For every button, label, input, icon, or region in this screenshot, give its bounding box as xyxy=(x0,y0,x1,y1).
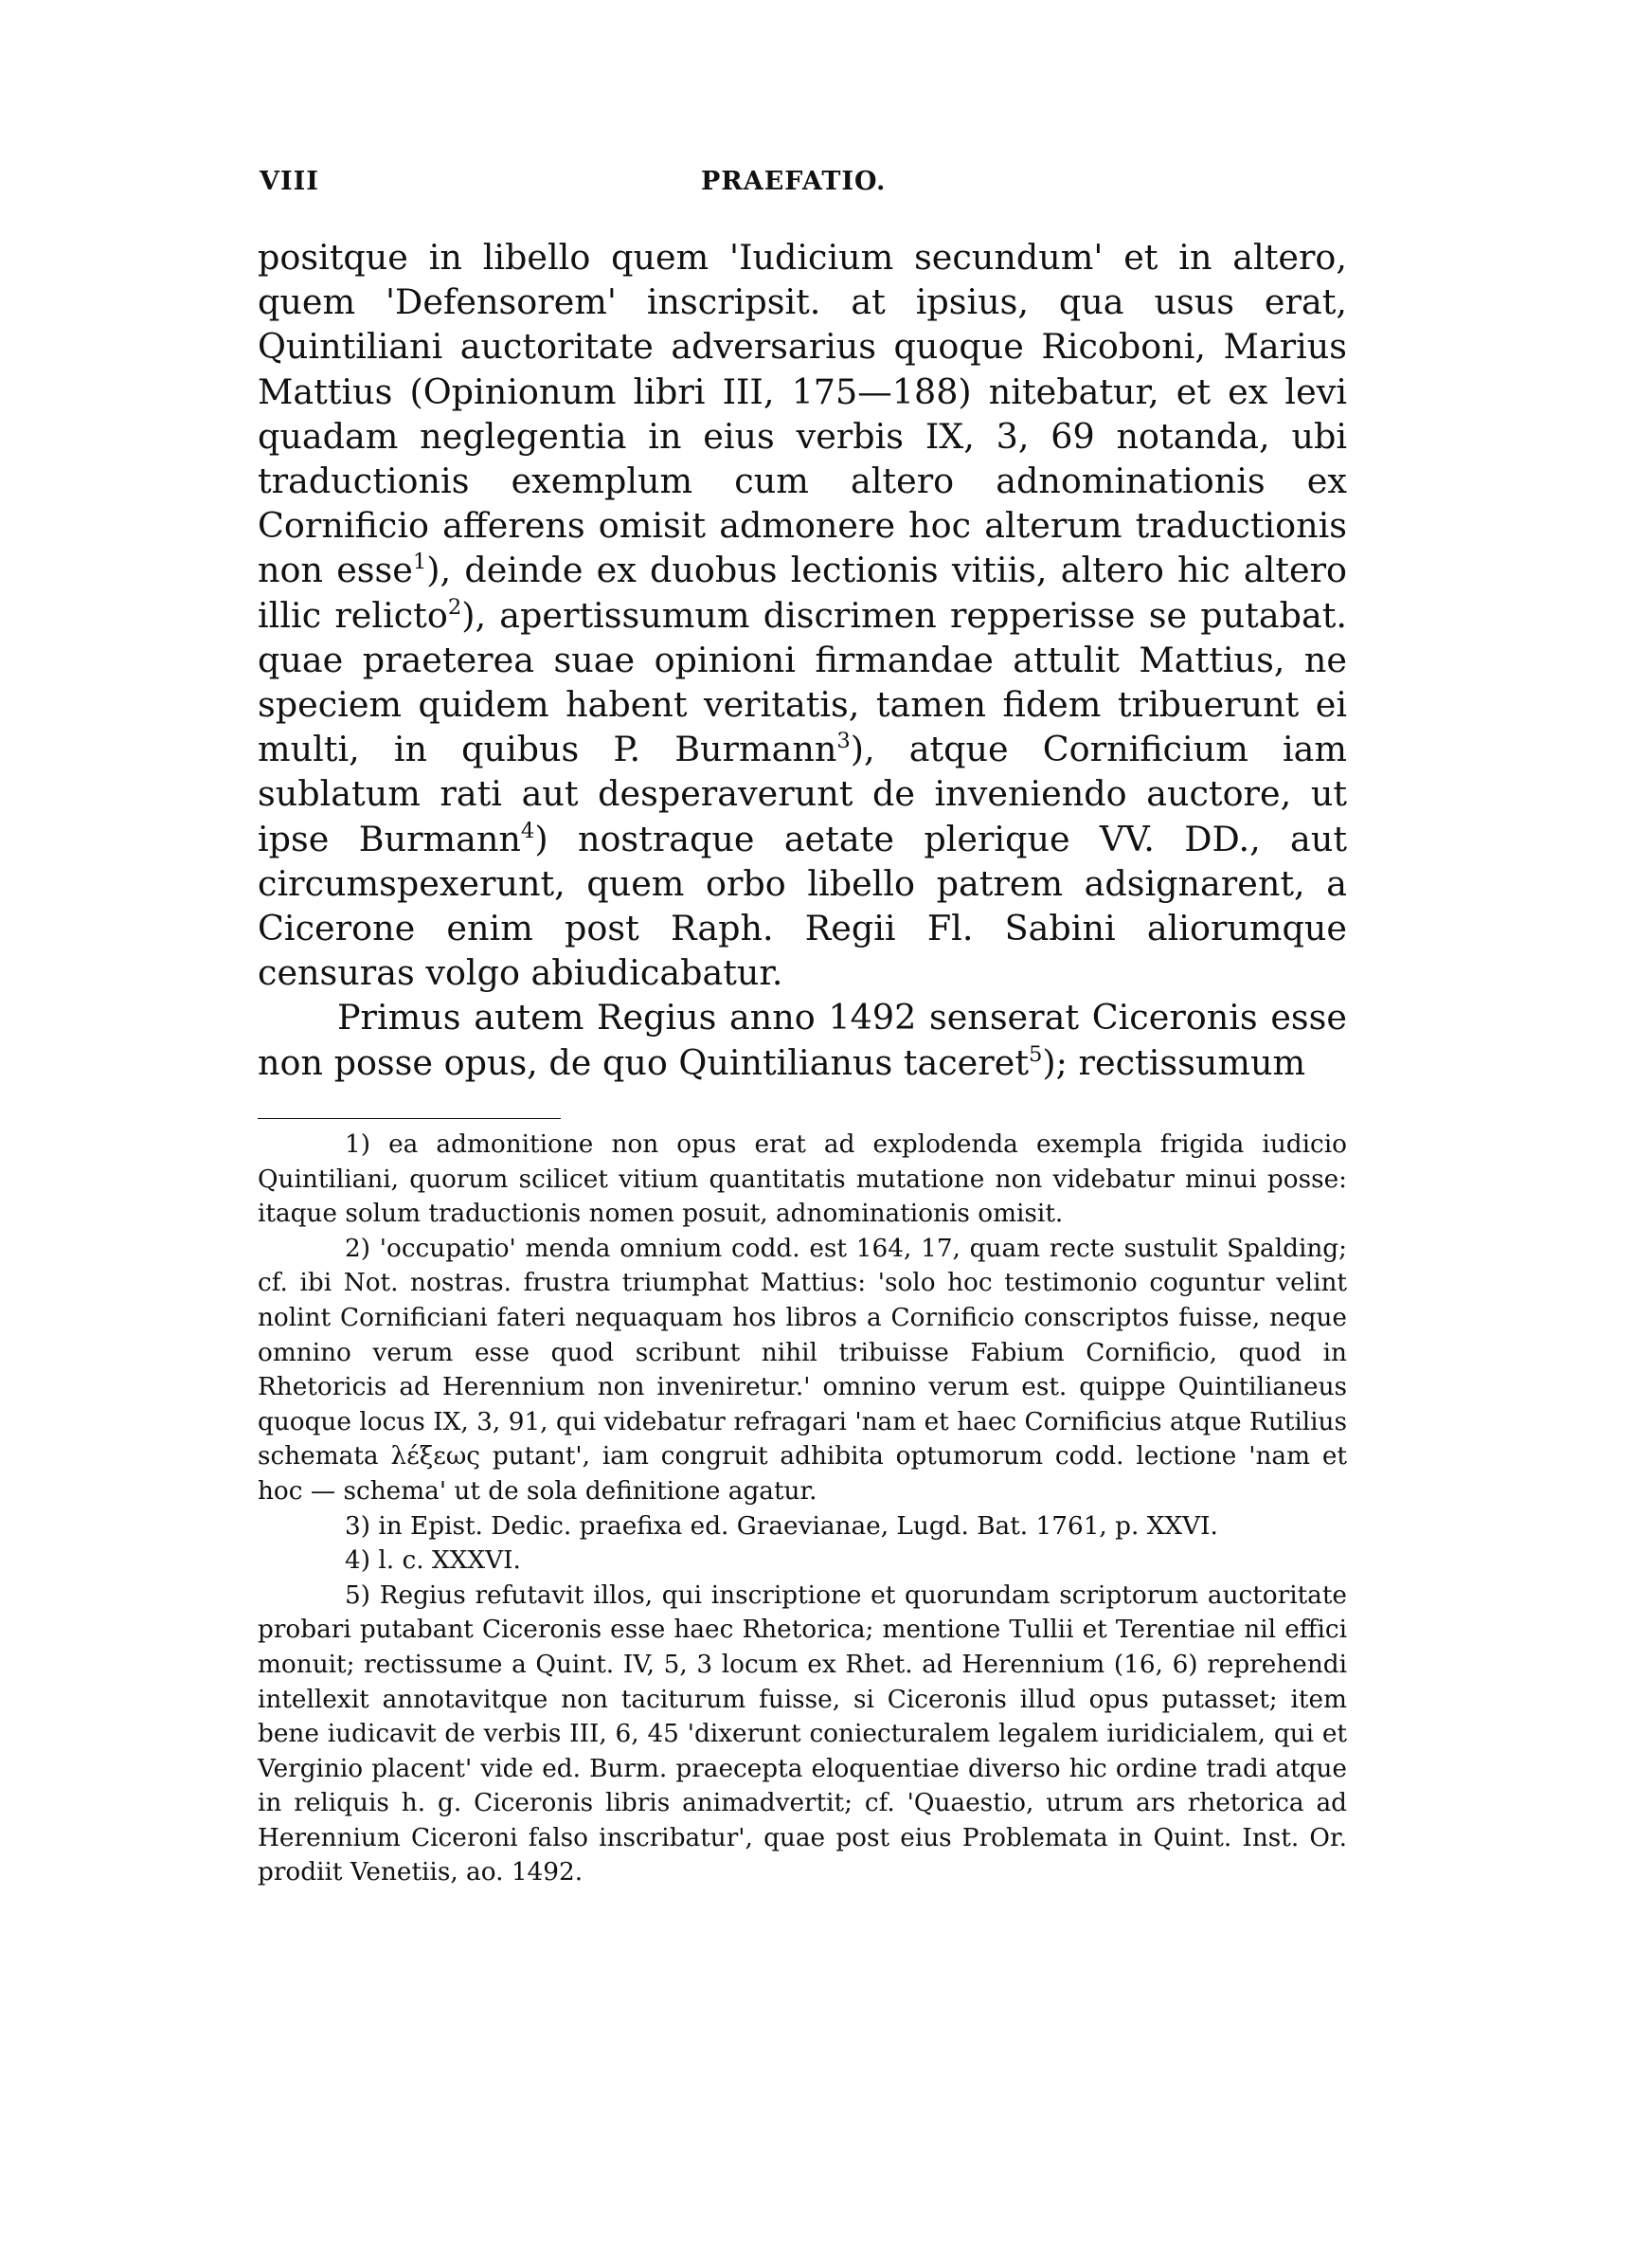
main-text xyxy=(258,235,1347,1085)
footnote-ref-2: 2 xyxy=(447,594,462,620)
p1-text-e: ) nostraque aetate plerique VV. DD., aut circumspexerunt, quem orbo libello patrem adsignarent, a Cicerone enim post Raph. Regii Fl. Sabini aliorumque censuras volgo abiudicabatur. xyxy=(258,818,1347,994)
footnote-1: 1) ea admonitione non opus erat ad explodenda exempla frigida iudicio Quintiliani, quorum scilicet vitium quantitatis mutatione non videbatur minui posse: itaque solum traductionis nomen posuit, adnominationis omisit. xyxy=(258,1130,1347,1229)
footnote-2: 2) 'occupatio' menda omnium codd. est 164, 17, quam recte sustulit Spalding; cf. ibi Not. nostras. frustra triumphat Mattius: 'solo hoc testimonio coguntur velint nolint Cornificiani fateri nequaquam hos libros a Cornificio conscriptos fuisse, neque omnino verum esse quod scribunt nihil tribuisse Fabium Cornificio, quod in Rhetoricis ad Herennium non inveniretur.' omnino verum est. quippe Quintilianeus quoque locus IX, 3, 91, qui videbatur refragari 'nam et haec Cornificius atque Rutilius schemata λέξεως putant', iam congruit adhibita optumorum codd. lectione 'nam et hoc — schema' ut de sola definitione agatur. xyxy=(258,1234,1347,1506)
p1-text-d: ), atque Cornificium iam sublatum rati aut desperaverunt de inveniendo auctore, ut ipse Burmann xyxy=(258,729,1347,859)
p2-text-b: ); rectissumum xyxy=(1042,1041,1306,1083)
footnote-ref-4: 4 xyxy=(520,818,535,843)
p1-text-a: positque in libello quem 'Iudicium secundum' et in altero, quem 'Defensorem' inscripsit. at ipsius, qua usus erat, Quintiliani auctoritate adversarius quoque Ricoboni, Marius Mattius (Opinionum libri III, 175—188) nitebatur, et ex levi quadam neglegentia in eius verbis IX, 3, 69 notanda, ubi traductionis exemplum cum altero adnominationis ex Cornificio afferens omisit admonere hoc alterum traductionis non esse xyxy=(258,237,1347,591)
footnotes xyxy=(258,1128,1347,1890)
paragraph-1 xyxy=(258,235,1347,995)
page-number: VIII xyxy=(260,167,319,196)
footnote-ref-3: 3 xyxy=(836,729,851,754)
footnote-5: 5) Regius refutavit illos, qui inscriptione et quorundam scriptorum auctoritate probari putabant Ciceronis esse haec Rhetorica; mentione Tullii et Terentiae nil effici monuit; rectissume a Quint. IV, 5, 3 locum ex Rhet. ad Herennium (16, 6) reprehendi intellexit annotavitque non taciturum fuisse, si Ciceronis illud opus putasset; item bene iudicavit de verbis III, 6, 45 'dixerunt coniecturalem legalem iuridicialem, qui et Verginio placent' vide ed. Burm. praecepta eloquentiae diverso hic ordine tradi atque in reliquis h. g. Ciceronis libris animadvertit; cf. 'Quaestio, utrum ars rhetorica ad Herennium Ciceroni falso inscribatur', quae post eius Problemata in Quint. Inst. Or. prodiit Venetiis, ao. 1492. xyxy=(258,1580,1347,1887)
running-header xyxy=(260,167,1345,205)
footnote-ref-5: 5 xyxy=(1029,1041,1043,1067)
paragraph-2 xyxy=(258,995,1347,1084)
p1-text-c: ), apertissumum discrimen repperisse se putabat. quae praeterea suae opinioni firmandae attulit Mattius, ne speciem quidem habent veritatis, tamen fidem tribuerunt ei multi, in quibus P. Burmann xyxy=(258,594,1347,770)
footnote-4: 4) l. c. XXXVI. xyxy=(345,1546,521,1576)
footnote-separator xyxy=(258,1118,561,1119)
footnote-ref-1: 1 xyxy=(412,550,427,575)
p2-text-a: Primus autem Regius anno 1492 senserat Ciceronis esse non posse opus, de quo Quintilianus taceret xyxy=(258,997,1347,1083)
footnote-3: 3) in Epist. Dedic. praefixa ed. Graevianae, Lugd. Bat. 1761, p. XXVI. xyxy=(345,1511,1218,1541)
running-title: PRAEFATIO. xyxy=(701,167,887,196)
p1-text-b: ), deinde ex duobus lectionis vitiis, altero hic altero illic relicto xyxy=(258,550,1347,636)
